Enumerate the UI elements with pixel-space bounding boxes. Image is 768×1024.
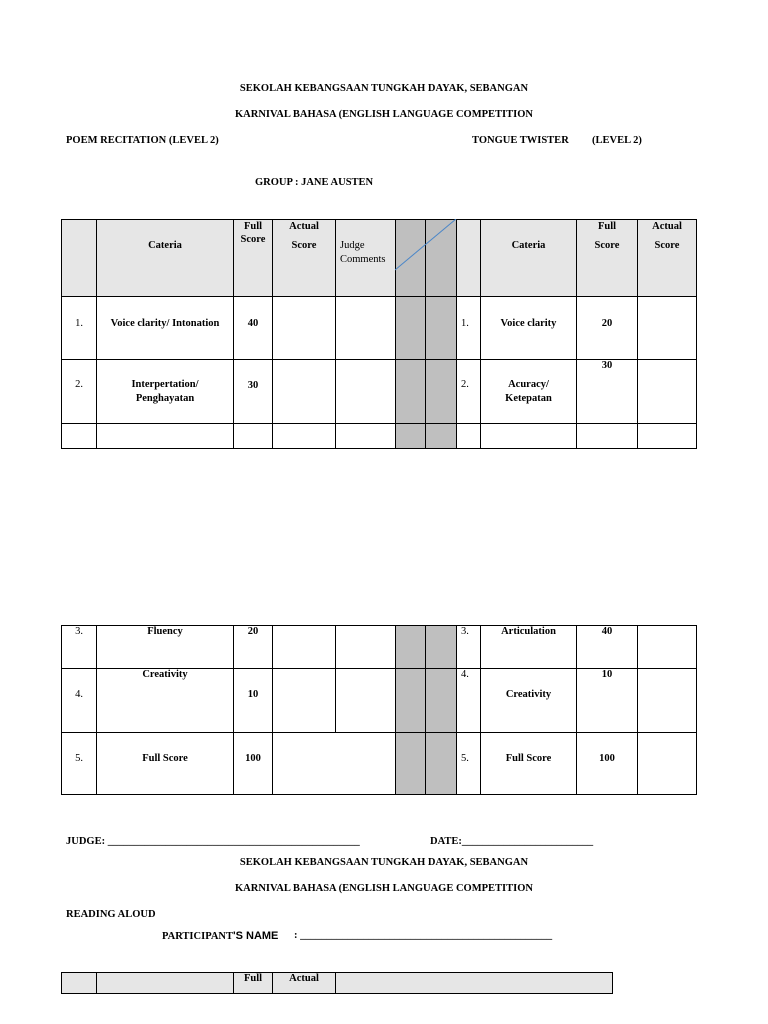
row2-r-criteria-l2: Ketepatan <box>505 393 552 404</box>
empty-row-cell <box>480 423 577 449</box>
empty-row-shade <box>395 423 426 449</box>
empty-row-cell <box>96 423 234 449</box>
diagonal-line <box>395 219 457 271</box>
row4-no: 4. <box>75 689 83 700</box>
hdr-judge-cell <box>335 219 396 297</box>
row4-judge-cell[interactable] <box>335 668 396 733</box>
row3-r-full-cell <box>576 625 638 669</box>
row4-no-cell <box>61 668 97 733</box>
tongue-twister-level: (LEVEL 2) <box>592 135 642 146</box>
row3-judge-cell[interactable] <box>335 625 396 669</box>
participant-label: PARTICIPANT <box>162 931 233 942</box>
hdr-full-l2: Score <box>240 234 266 245</box>
row4-full: 10 <box>247 689 259 700</box>
row3-r-no-cell <box>456 625 481 669</box>
empty-row-cell <box>335 423 396 449</box>
row3-no: 3. <box>75 626 83 637</box>
row5-r-criteria-cell <box>480 732 577 795</box>
row4-shade-1 <box>395 668 426 733</box>
row2-full-cell <box>233 359 273 424</box>
row1-actual-cell[interactable] <box>272 296 336 360</box>
row2-r-no-cell <box>456 359 481 424</box>
ra-hdr-actual: Actual <box>289 973 319 984</box>
hdr-actual-l2: Score <box>291 240 317 251</box>
ra-hdr-comments-cell <box>335 972 613 994</box>
row3-criteria-cell <box>96 625 234 669</box>
ra-hdr-actual-cell <box>272 972 336 994</box>
row4-criteria: Creativity <box>142 669 188 680</box>
r-hdr-actual-l2: Score <box>654 240 680 251</box>
row2-r-full-cell <box>576 359 638 424</box>
row4-r-full: 10 <box>601 669 613 680</box>
hdr-actual-l1: Actual <box>289 221 319 232</box>
ra-hdr-full-cell <box>233 972 273 994</box>
participant-name-line[interactable]: : ________________________________________________ <box>294 930 553 941</box>
row4-r-full-cell <box>576 668 638 733</box>
ra-hdr-no-cell <box>61 972 97 994</box>
row4-criteria-cell <box>96 668 234 733</box>
row4-r-no-cell <box>456 668 481 733</box>
row2-judge-cell[interactable] <box>335 359 396 424</box>
row4-r-no: 4. <box>461 669 469 680</box>
row1-r-criteria-cell <box>480 296 577 360</box>
hdr-full-cell <box>233 219 273 297</box>
row1-r-full-cell <box>576 296 638 360</box>
row5-r-full: 100 <box>599 753 615 764</box>
row2-shade-1 <box>395 359 426 424</box>
row3-r-actual-cell[interactable] <box>637 625 697 669</box>
empty-row-cell <box>233 423 273 449</box>
row2-full: 30 <box>247 380 259 391</box>
row3-r-criteria: Articulation <box>501 626 556 637</box>
r-hdr-full-l2: Score <box>594 240 620 251</box>
empty-row-cell <box>456 423 481 449</box>
row5-no-cell <box>61 732 97 795</box>
judge-signature-line[interactable]: JUDGE: ________________________________________________ <box>66 836 360 847</box>
row1-no: 1. <box>75 318 83 329</box>
row4-actual-cell[interactable] <box>272 668 336 733</box>
row2-no: 2. <box>75 379 83 390</box>
row1-r-full: 20 <box>601 318 613 329</box>
ra-hdr-full: Full <box>243 973 263 984</box>
row2-actual-cell[interactable] <box>272 359 336 424</box>
row5-full: 100 <box>245 753 261 764</box>
ra-hdr-criteria-cell <box>96 972 234 994</box>
r-hdr-no-cell <box>456 219 481 297</box>
empty-row-shade <box>425 423 457 449</box>
row1-no-cell <box>61 296 97 360</box>
participant-name-label <box>162 930 278 942</box>
row5-r-no: 5. <box>461 753 469 764</box>
r-hdr-full-cell <box>576 219 638 297</box>
row1-full-cell <box>233 296 273 360</box>
r-hdr-criteria-cell <box>480 219 577 297</box>
row2-r-actual-cell[interactable] <box>637 359 697 424</box>
hdr-judge-l2: Comments <box>340 254 386 265</box>
row2-shade-2 <box>425 359 457 424</box>
event-title: KARNIVAL BAHASA (ENGLISH LANGUAGE COMPETITION <box>235 109 533 120</box>
school-title-2: SEKOLAH KEBANGSAAN TUNGKAH DAYAK, SEBANGAN <box>239 857 529 868</box>
poem-recitation-label: POEM RECITATION (LEVEL 2) <box>66 135 219 146</box>
row5-no: 5. <box>75 753 83 764</box>
hdr-no-cell <box>61 219 97 297</box>
hdr-criteria: Cateria <box>148 240 182 251</box>
row2-r-criteria-l1: Acuracy/ <box>508 379 549 390</box>
row2-criteria-cell <box>96 359 234 424</box>
r-hdr-actual-cell <box>637 219 697 297</box>
row3-criteria: Fluency <box>147 626 183 637</box>
r-hdr-full-l1: Full <box>597 221 617 232</box>
row3-no-cell <box>61 625 97 669</box>
row2-r-criteria-cell <box>480 359 577 424</box>
reading-aloud-label: READING ALOUD <box>66 909 156 920</box>
row3-full-cell <box>233 625 273 669</box>
row4-r-criteria: Creativity <box>505 689 552 700</box>
empty-row-cell <box>576 423 638 449</box>
row5-criteria: Full Score <box>142 753 188 764</box>
hdr-full-l1: Full <box>243 221 263 232</box>
row1-r-no-cell <box>456 296 481 360</box>
empty-row-cell <box>61 423 97 449</box>
row3-r-no: 3. <box>461 626 469 637</box>
r-hdr-criteria: Cateria <box>511 240 546 251</box>
empty-row-cell <box>272 423 336 449</box>
row1-shade-1 <box>395 296 426 360</box>
row1-r-criteria: Voice clarity <box>500 318 557 329</box>
row1-full: 40 <box>247 318 259 329</box>
row4-r-actual-cell[interactable] <box>637 668 697 733</box>
row5-r-no-cell <box>456 732 481 795</box>
row5-r-actual-cell[interactable] <box>637 732 697 795</box>
row3-r-full: 40 <box>601 626 613 637</box>
r-hdr-actual-l1: Actual <box>652 221 682 232</box>
row1-criteria-cell <box>96 296 234 360</box>
row2-criteria-l1: Interpertation/ <box>131 379 199 390</box>
hdr-criteria-cell <box>96 219 234 297</box>
row4-shade-2 <box>425 668 457 733</box>
hdr-judge-l1: Judge <box>340 240 365 251</box>
row1-shade-2 <box>425 296 457 360</box>
group-label: GROUP : JANE AUSTEN <box>255 177 374 188</box>
hdr-actual-cell <box>272 219 336 297</box>
row2-r-no: 2. <box>461 379 469 390</box>
row5-criteria-cell <box>96 732 234 795</box>
school-title: SEKOLAH KEBANGSAAN TUNGKAH DAYAK, SEBANGAN <box>239 83 529 94</box>
row5-r-criteria: Full Score <box>505 753 552 764</box>
row2-no-cell <box>61 359 97 424</box>
tongue-twister-label: TONGUE TWISTER <box>472 135 569 146</box>
date-line[interactable]: DATE:_________________________ <box>430 836 594 847</box>
row1-criteria: Voice clarity/ Intonation <box>110 318 220 329</box>
event-title-2: KARNIVAL BAHASA (ENGLISH LANGUAGE COMPETITION <box>235 883 533 894</box>
participant-suffix: 'S NAME <box>233 930 279 942</box>
empty-row-cell <box>637 423 697 449</box>
row3-shade-1 <box>395 625 426 669</box>
row4-r-criteria-cell <box>480 668 577 733</box>
row5-total-cell[interactable] <box>272 732 396 795</box>
row5-shade-2 <box>425 732 457 795</box>
row5-shade-1 <box>395 732 426 795</box>
row5-r-full-cell <box>576 732 638 795</box>
row3-shade-2 <box>425 625 457 669</box>
row3-actual-cell[interactable] <box>272 625 336 669</box>
row1-judge-cell[interactable] <box>335 296 396 360</box>
row4-full-cell <box>233 668 273 733</box>
row3-full: 20 <box>247 626 259 637</box>
row2-r-full: 30 <box>601 360 613 371</box>
row2-criteria-l2: Penghayatan <box>135 393 195 404</box>
row1-r-actual-cell[interactable] <box>637 296 697 360</box>
row5-full-cell <box>233 732 273 795</box>
row1-r-no: 1. <box>461 318 469 329</box>
row3-r-criteria-cell <box>480 625 577 669</box>
